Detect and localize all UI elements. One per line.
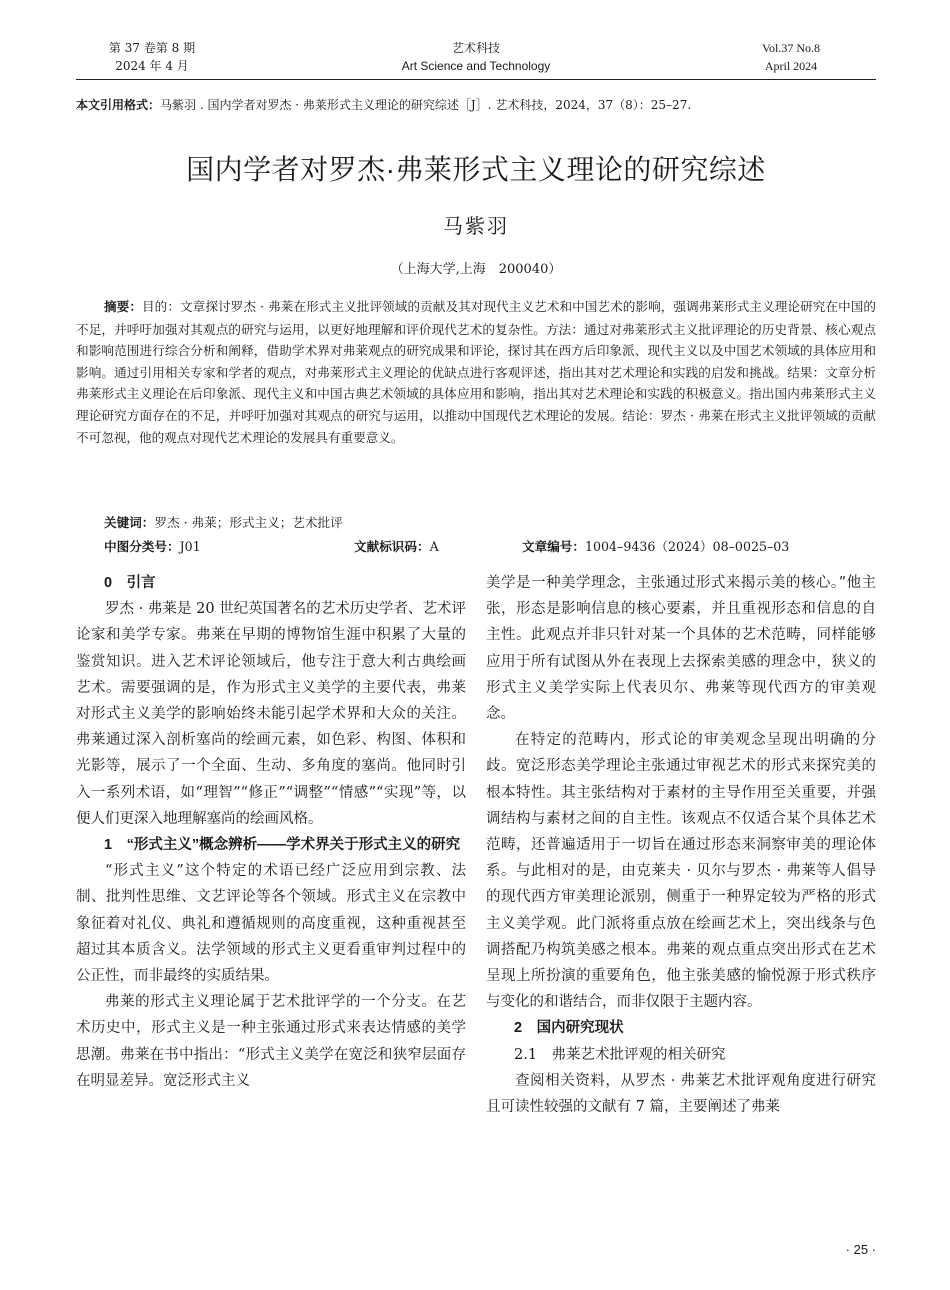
clc-value: J01	[179, 539, 201, 554]
clc-number	[104, 537, 201, 557]
header-right	[736, 39, 846, 75]
author-name: 马紫羽	[443, 214, 509, 238]
body-paragraph: 美学是一种美学理念，主张通过形式来揭示美的核心。”他主张，形态是影响信息的核心要素，并且重视形态和信息的自主性。此观点并非只针对某一个具体的艺术范畴，同样能够应用于所有试图从外在表现上去探索美感的理念中，狭义的形式主义美学实际上代表贝尔、弗莱等现代西方的审美观念。	[486, 575, 876, 723]
abstract-label: 摘要：	[104, 300, 142, 314]
keywords-text: 罗杰 · 弗莱；形式主义；艺术批评	[154, 515, 343, 530]
abstract	[76, 296, 876, 448]
paper-title: 国内学者对罗杰·弗莱形式主义理论的研究综述	[186, 154, 766, 185]
section-1-number: 1	[104, 837, 113, 854]
body-paragraph: 查阅相关资料，从罗杰 · 弗莱艺术批评观角度进行研究且可读性较强的文献有 7 篇，主要阐述了弗莱	[486, 1072, 876, 1116]
article-label: 文章编号：	[522, 540, 585, 554]
header-volume-en: Vol.37 No.8	[761, 41, 821, 55]
body-column-left	[76, 570, 466, 1094]
section-1-title: “形式主义”概念辨析——学术界关于形式主义的研究	[126, 837, 461, 854]
body-column-right	[486, 570, 876, 1120]
keywords	[104, 513, 874, 533]
page-number: · 25 ·	[845, 1242, 876, 1257]
citation-text: 马紫羽 . 国内学者对罗杰 · 弗莱形式主义理论的研究综述［J］. 艺术科技，2024，37（8）：25–27.	[160, 98, 692, 112]
header-date-cn: 2024 年 4 月	[115, 59, 189, 73]
body-paragraph: “形式主义”这个特定的术语已经广泛应用到宗教、法制、批判性思维、文艺评论等各个领域。形式主义在宗教中象征着对礼仪、典礼和遵循规则的高度重视，这种重视甚至超过其本质含义。法学领域的形式主义更看重审判过程中的公正性，而非最终的实质结果。	[76, 863, 466, 985]
article-number	[522, 537, 789, 557]
header-volume: 第 37 卷第 8 期	[108, 41, 196, 55]
section-heading-1	[76, 832, 466, 858]
running-header	[76, 36, 876, 80]
body-paragraph: 弗莱的形式主义理论属于艺术批评学的一个分支。在艺术历史中，形式主义是一种主张通过形式来表达情感的美学思潮。弗莱在书中指出：“形式主义美学在宽泛和狭窄层面存在明显差异。宽泛形式主义	[76, 994, 466, 1089]
author-affiliation: （上海大学,上海 200040）	[390, 262, 562, 277]
keywords-label: 关键词：	[104, 516, 155, 530]
classification-row	[104, 537, 874, 557]
doc-label: 文献标识码：	[354, 540, 430, 554]
clc-label: 中图分类号：	[104, 540, 180, 554]
subsection-heading-2-1: 2.1 弗莱艺术批评观的相关研究	[514, 1046, 726, 1063]
doc-value: A	[429, 539, 439, 554]
header-left	[104, 39, 200, 75]
header-center	[326, 39, 626, 75]
header-journal-cn: 艺术科技	[451, 41, 500, 55]
header-date-en: April 2024	[764, 59, 818, 73]
header-journal-en: Art Science and Technology	[401, 59, 551, 73]
article-value: 1004–9436（2024）08–0025–03	[584, 539, 790, 554]
citation-label: 本文引用格式：	[76, 98, 161, 112]
body-paragraph: 罗杰 · 弗莱是 20 世纪英国著名的艺术历史学者、艺术评论家和美学专家。弗莱在早期的博物馆生涯中积累了大量的鉴赏知识。进入艺术评论领域后，他专注于意大利古典绘画艺术。需要强调的是，作为形式主义美学的主要代表，弗莱对形式主义美学的影响始终未能引起学术界和大众的关注。弗莱通过深入剖析塞尚的绘画元素，如色彩、构图、体积和光影等，展示了一个全面、生动、多角度的塞尚。他同时引入一系列术语，如“理智”“修正”“调整”“情感”“实现”等，以便人们更深入地理解塞尚的绘画风格。	[76, 601, 466, 827]
body-paragraph: 在特定的范畴内，形式论的审美观念呈现出明确的分歧。宽泛形态美学理论主张通过审视艺术的形式来探究美的根本特性。其主张结构对于素材的主导作用至关重要，并强调结构与素材之间的自主性。该观点不仅适合某个具体艺术范畴，还普遍适用于一切旨在通过形态来洞察审美的理论体系。与此相对的是，由克莱夫 · 贝尔与罗杰 · 弗莱等人倡导的现代西方审美理论派别，侧重于一种界定较为严格的形式主义美学观。此门派将重点放在绘画艺术上，突出线条与色调搭配乃构筑美感之根本。弗莱的观点重点突出形式在艺术呈现上所扮演的重要角色，他主张美感的愉悦源于形式秩序与变化的和谐结合，而非仅限于主题内容。	[486, 732, 876, 1011]
abstract-text: 目的：文章探讨罗杰 · 弗莱在形式主义批评领域的贡献及其对现代主义艺术和中国艺术的影响，强调弗莱形式主义理论研究在中国的不足，并呼吁加强对其观点的研究与运用，以更好地理解和评价现代艺术的复杂性。方法：通过对弗莱形式主义批评理论的历史背景、核心观点和影响范围进行综合分析和阐释，借助学术界对弗莱观点的研究成果和评论，探讨其在西方后印象派、现代主义以及中国艺术领域的具体应用和影响。通过引用相关专家和学者的观点，对弗莱形式主义理论的优缺点进行客观评述，指出其对艺术理论和实践的启发和挑战。结果：文章分析弗莱形式主义理论在后印象派、现代主义和中国古典艺术领域的具体应用和影响，指出其对艺术理论和实践的积极意义。指出国内弗莱形式主义理论研究方面存在的不足，并呼吁加强对其观点的研究与运用，以推动中国现代艺术理论的发展。结论：罗杰 · 弗莱在形式主义批评领域的贡献不可忽视，他的观点对现代艺术理论的发展具有重要意义。	[76, 299, 876, 445]
section-heading-intro: 0 引言	[104, 575, 156, 591]
citation-format	[76, 96, 876, 114]
section-heading-2: 2 国内研究现状	[514, 1020, 624, 1037]
document-code	[354, 537, 439, 557]
